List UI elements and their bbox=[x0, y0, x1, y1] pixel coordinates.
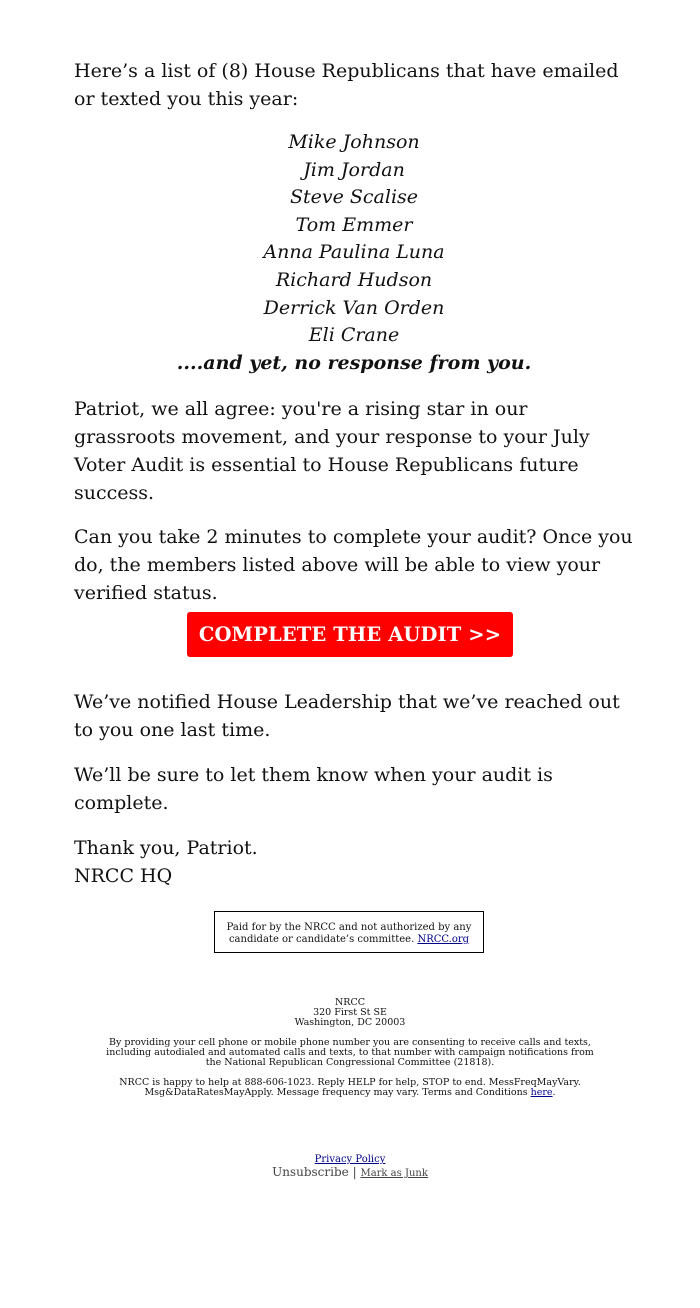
paragraph-audit-request: Can you take 2 minutes to complete your audit? Once you do, the members listed above will be able to view your verified status. bbox=[74, 526, 633, 605]
email-body-top bbox=[74, 57, 634, 623]
privacy-policy-link[interactable]: Privacy Policy bbox=[314, 1154, 386, 1165]
help-text-body: NRCC is happy to help at 888-606-1023. Reply HELP for help, STOP to end. MessFreqMayVary. Msg&DataRatesMayApply. Message frequency may vary. Terms and Conditions bbox=[119, 1077, 581, 1098]
name-item: Anna Paulina Luna bbox=[263, 241, 445, 264]
email-body-bottom bbox=[74, 688, 634, 907]
name-item: Derrick Van Orden bbox=[263, 296, 445, 319]
name-item: Jim Jordan bbox=[303, 158, 405, 181]
unsubscribe-link[interactable]: Unsubscribe bbox=[272, 1165, 349, 1179]
help-text: NRCC is happy to help at 888-606-1023. Reply HELP for help, STOP to end. MessFreqMayVary. Msg&DataRatesMayApply. Message frequency may vary. Terms and Conditions here. bbox=[119, 1077, 581, 1098]
address-city: Washington, DC 20003 bbox=[294, 1017, 406, 1028]
intro-paragraph: Here’s a list of (8) House Republicans that have emailed or texted you this year: bbox=[74, 60, 619, 110]
tagline: ....and yet, no response from you. bbox=[176, 351, 532, 374]
footer-actions bbox=[0, 1165, 700, 1179]
cta-container bbox=[187, 612, 513, 657]
terms-link[interactable]: here bbox=[530, 1087, 553, 1098]
disclaimer-text: Paid for by the NRCC and not authorized by any candidate or candidate’s committee. bbox=[226, 922, 472, 945]
paragraph-let-them-know: We’ll be sure to let them know when your audit is complete. bbox=[74, 764, 553, 814]
legal-notice bbox=[100, 1038, 600, 1108]
paragraph-notified: We’ve notified House Leadership that we’ve reached out to you one last time. bbox=[74, 691, 620, 741]
signoff-thanks: Thank you, Patriot. bbox=[74, 837, 258, 859]
signoff bbox=[74, 834, 634, 890]
names-list bbox=[74, 129, 634, 377]
email-footer bbox=[0, 1154, 700, 1179]
complete-audit-button[interactable]: COMPLETE THE AUDIT >> bbox=[187, 612, 513, 657]
name-item: Steve Scalise bbox=[289, 186, 419, 209]
mailing-address bbox=[0, 998, 700, 1028]
name-item: Richard Hudson bbox=[275, 268, 433, 291]
address-street: 320 First St SE bbox=[313, 1007, 387, 1018]
footer-separator: | bbox=[352, 1165, 357, 1179]
signoff-sender: NRCC HQ bbox=[74, 865, 173, 887]
address-org: NRCC bbox=[334, 997, 365, 1008]
paragraph-rising-star: Patriot, we all agree: you're a rising star in our grassroots movement, and your response to your July Voter Audit is essential to House Republicans future success. bbox=[74, 398, 590, 505]
mark-as-junk-link[interactable]: Mark as Junk bbox=[360, 1168, 428, 1179]
paid-for-disclaimer bbox=[214, 911, 484, 953]
sms-consent-text: By providing your cell phone or mobile phone number you are consenting to receive calls and texts, including autodialed and automated calls and texts, to that number with campaign notifications from the National Republican Congressional Committee (21818). bbox=[106, 1037, 594, 1068]
name-item: Eli Crane bbox=[308, 324, 400, 347]
name-item: Mike Johnson bbox=[288, 131, 420, 153]
nrcc-link[interactable]: NRCC.org bbox=[417, 934, 470, 945]
name-item: Tom Emmer bbox=[295, 213, 413, 236]
